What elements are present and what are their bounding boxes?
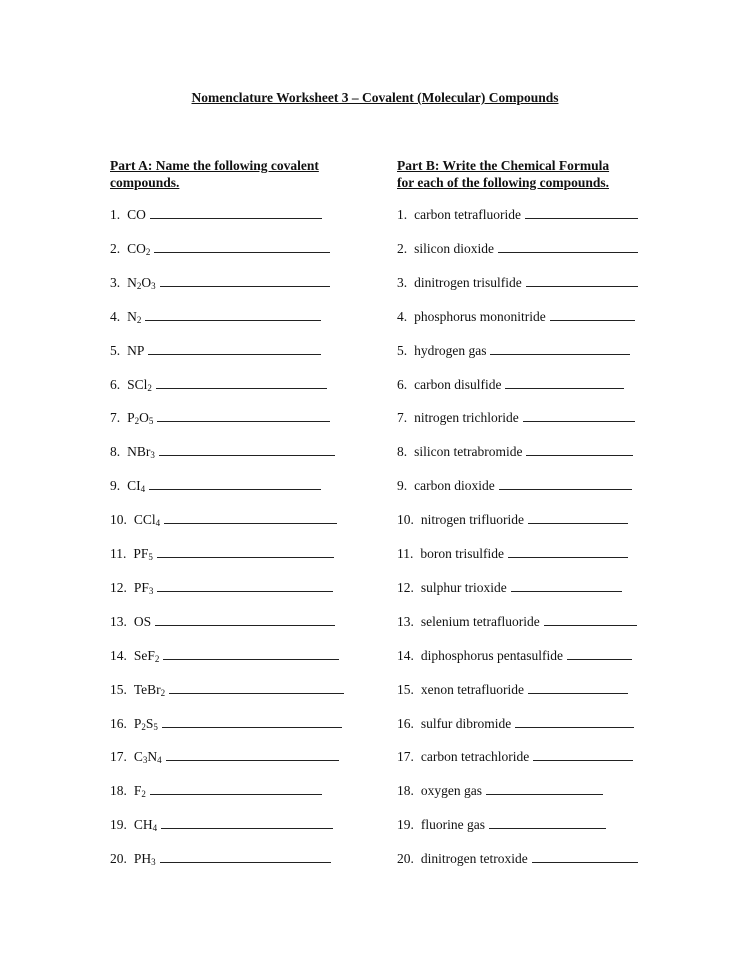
formula-subscript: 3: [151, 280, 156, 291]
compound-name: oxygen gas: [420, 783, 482, 799]
answer-line[interactable]: [550, 307, 635, 321]
answer-line[interactable]: [156, 375, 327, 389]
item-number: 14.: [110, 647, 127, 663]
item-number: 8.: [397, 444, 408, 460]
answer-line[interactable]: [157, 544, 334, 558]
formula-subscript: 3: [142, 755, 148, 766]
part-b-item: [397, 646, 632, 664]
formula: [134, 782, 146, 800]
answer-line[interactable]: [164, 510, 337, 524]
compound-name: selenium tetrafluoride: [420, 613, 540, 629]
part-b-item: [397, 273, 638, 291]
formula-element: N: [127, 274, 137, 290]
item-number: 2.: [110, 240, 121, 256]
compound-name: sulphur trioxide: [420, 579, 507, 595]
item-number: 11.: [397, 546, 414, 561]
part-b-heading-line2: for each of the following compounds.: [397, 175, 610, 190]
part-a-item: [110, 747, 339, 765]
part-a-item: [110, 273, 330, 291]
compound-name: silicon dioxide: [414, 240, 494, 256]
item-number: 10.: [397, 512, 414, 528]
part-a-item: [110, 680, 344, 698]
answer-line[interactable]: [162, 714, 342, 728]
formula-subscript: 5: [148, 416, 154, 427]
formula-subscript: 2: [147, 382, 152, 393]
formula: [127, 409, 153, 427]
item-number: 17.: [397, 749, 414, 765]
formula-element: O: [141, 274, 152, 290]
item-number: 12.: [110, 579, 127, 595]
formula-subscript: 2: [160, 687, 166, 698]
formula-subscript: 2: [141, 789, 146, 800]
formula-subscript: 5: [148, 552, 153, 562]
answer-line[interactable]: [544, 612, 637, 626]
formula-element: CO: [127, 207, 146, 222]
formula: [127, 443, 155, 461]
part-a-item: [110, 408, 330, 426]
part-b-item: [397, 849, 638, 867]
part-a-heading: [110, 157, 319, 191]
part-b-item: [397, 408, 635, 426]
formula-subscript: 2: [154, 653, 160, 664]
part-b-item: [397, 307, 635, 325]
item-number: 16.: [397, 715, 414, 731]
formula: [134, 613, 151, 631]
formula: [134, 715, 158, 733]
formula-subscript: 2: [134, 416, 140, 427]
compound-name: fluorine gas: [420, 817, 485, 833]
formula-subscript: 5: [153, 721, 158, 732]
part-a-item: [110, 476, 321, 494]
item-number: 6.: [397, 376, 408, 392]
formula-element: CI: [127, 478, 141, 494]
formula: [134, 647, 160, 665]
formula: [134, 579, 154, 597]
item-number: 11.: [110, 546, 127, 561]
answer-line[interactable]: [498, 239, 638, 253]
item-number: 13.: [397, 613, 414, 629]
answer-line[interactable]: [150, 205, 322, 219]
formula-element: CO: [127, 240, 146, 256]
item-number: 8.: [110, 444, 121, 460]
item-number: 16.: [110, 715, 127, 731]
part-b-item: [397, 510, 628, 528]
formula-element: CH: [133, 817, 153, 833]
part-b-item: [397, 680, 628, 698]
item-number: 5.: [397, 342, 408, 358]
answer-line[interactable]: [160, 849, 331, 863]
worksheet-title: [0, 90, 750, 106]
formula-subscript: 2: [136, 280, 142, 291]
compound-name: xenon tetrafluoride: [420, 681, 524, 697]
item-number: 18.: [110, 783, 127, 799]
compound-name: sulfur dibromide: [420, 715, 512, 731]
part-b-item: [397, 815, 606, 833]
part-a-item: [110, 815, 333, 833]
answer-line[interactable]: [511, 578, 622, 592]
item-number: 4.: [397, 308, 408, 324]
compound-name: phosphorus mononitride: [414, 308, 546, 324]
item-number: 1.: [397, 207, 408, 222]
item-number: 18.: [397, 783, 414, 799]
item-number: 1.: [110, 207, 121, 222]
answer-line[interactable]: [155, 612, 335, 626]
part-a-item: [110, 205, 322, 223]
compound-name: nitrogen trichloride: [414, 410, 519, 426]
formula-element: PF: [133, 546, 149, 561]
answer-line[interactable]: [161, 815, 333, 829]
answer-line[interactable]: [157, 408, 330, 422]
formula: [134, 748, 162, 766]
item-number: 17.: [110, 749, 127, 765]
formula: [133, 545, 153, 563]
part-b-item: [397, 375, 624, 393]
answer-line[interactable]: [526, 273, 638, 287]
answer-line[interactable]: [523, 408, 635, 422]
formula: [127, 376, 152, 394]
compound-name: carbon tetrafluoride: [414, 207, 521, 222]
answer-line[interactable]: [150, 781, 322, 795]
formula-element: PH: [133, 851, 152, 867]
part-b-item: [397, 239, 638, 257]
item-number: 19.: [397, 817, 414, 833]
formula-subscript: 3: [151, 857, 156, 868]
compound-name: carbon dioxide: [414, 478, 495, 494]
part-a-item: [110, 341, 321, 359]
formula-element: NBr: [127, 444, 151, 460]
compound-name: diphosphorus pentasulfide: [420, 647, 563, 663]
item-number: 15.: [110, 681, 127, 697]
part-b-item: [397, 442, 633, 460]
part-b-item: [397, 747, 633, 765]
part-b-heading: [397, 157, 609, 191]
answer-line[interactable]: [154, 239, 330, 253]
part-a-item: [110, 646, 339, 664]
part-b-item: [397, 205, 638, 223]
answer-line[interactable]: [525, 205, 638, 219]
formula: [134, 681, 165, 699]
part-a-heading-line2: compounds.: [110, 175, 180, 190]
answer-line[interactable]: [505, 375, 624, 389]
formula: [134, 816, 157, 834]
part-a-item: [110, 307, 321, 325]
item-number: 12.: [397, 579, 414, 595]
item-number: 3.: [397, 274, 408, 290]
answer-line[interactable]: [499, 476, 632, 490]
part-a-heading-line1: Part A: Name the following covalent: [110, 158, 319, 173]
answer-line[interactable]: [528, 510, 628, 524]
formula-subscript: 4: [152, 823, 158, 834]
formula-element: OS: [133, 613, 152, 629]
answer-line[interactable]: [567, 646, 632, 660]
formula-element: S: [145, 715, 154, 731]
compound-name: dinitrogen trisulfide: [414, 274, 522, 290]
item-number: 7.: [110, 410, 121, 426]
formula-element: P: [127, 410, 135, 426]
part-a-item: [110, 714, 342, 732]
formula: [134, 850, 156, 868]
answer-line[interactable]: [533, 747, 633, 761]
formula: [127, 206, 146, 224]
formula-subscript: 2: [136, 314, 142, 325]
part-a-item: [110, 510, 337, 528]
answer-line[interactable]: [145, 307, 321, 321]
formula: [127, 274, 156, 292]
part-a-item: [110, 442, 335, 460]
formula-element: P: [133, 715, 142, 731]
formula-subscript: 3: [148, 585, 154, 596]
formula-subscript: 3: [150, 450, 155, 461]
part-a-item: [110, 781, 322, 799]
answer-line[interactable]: [526, 442, 633, 456]
answer-line[interactable]: [163, 646, 339, 660]
formula-subscript: 4: [140, 484, 146, 495]
answer-line[interactable]: [149, 476, 321, 490]
formula-element: NP: [127, 342, 145, 358]
formula: [127, 240, 150, 258]
formula-element: C: [133, 749, 143, 765]
part-b-item: [397, 476, 632, 494]
formula: [127, 477, 145, 495]
formula-element: CCl: [133, 512, 156, 528]
compound-name: boron trisulfide: [420, 546, 504, 561]
formula-element: N: [147, 749, 158, 765]
item-number: 3.: [110, 274, 121, 290]
part-b-item: [397, 612, 637, 630]
item-number: 2.: [397, 240, 408, 256]
answer-line[interactable]: [157, 578, 333, 592]
formula-subscript: 2: [141, 721, 146, 732]
compound-name: dinitrogen tetroxide: [420, 851, 528, 867]
item-number: 13.: [110, 613, 127, 629]
part-a-item: [110, 612, 335, 630]
part-b-item: [397, 781, 603, 799]
part-a-item: [110, 375, 327, 393]
item-number: 19.: [110, 817, 127, 833]
compound-name: carbon disulfide: [414, 376, 502, 392]
answer-line[interactable]: [160, 273, 330, 287]
answer-line[interactable]: [159, 442, 335, 456]
formula: [127, 342, 144, 360]
formula-element: SCl: [127, 376, 148, 392]
part-b-item: [397, 544, 628, 562]
part-b-item: [397, 341, 630, 359]
worksheet-title-text: Nomenclature Worksheet 3 – Covalent (Molecular) Compounds: [191, 90, 559, 105]
item-number: 6.: [110, 376, 121, 392]
compound-name: silicon tetrabromide: [414, 444, 523, 460]
answer-line[interactable]: [528, 680, 628, 694]
answer-line[interactable]: [515, 714, 634, 728]
formula-subscript: 2: [145, 246, 151, 257]
item-number: 15.: [397, 681, 414, 697]
answer-line[interactable]: [486, 781, 603, 795]
item-number: 20.: [110, 851, 127, 867]
part-a-item: [110, 544, 334, 562]
answer-line[interactable]: [148, 341, 321, 355]
formula-element: SeF: [133, 647, 155, 663]
answer-line[interactable]: [508, 544, 628, 558]
answer-line[interactable]: [489, 815, 606, 829]
part-b-item: [397, 578, 622, 596]
part-b-item: [397, 714, 634, 732]
formula: [134, 511, 160, 529]
part-a-item: [110, 239, 330, 257]
part-b-heading-line1: Part B: Write the Chemical Formula: [397, 158, 610, 173]
formula-element: TeBr: [133, 681, 161, 697]
answer-line[interactable]: [169, 680, 344, 694]
item-number: 9.: [110, 478, 121, 494]
item-number: 20.: [397, 851, 414, 867]
answer-line[interactable]: [166, 747, 339, 761]
item-number: 7.: [397, 410, 408, 426]
formula-element: N: [127, 308, 137, 324]
item-number: 14.: [397, 647, 414, 663]
formula-element: F: [133, 783, 142, 799]
item-number: 5.: [110, 342, 121, 358]
answer-line[interactable]: [490, 341, 630, 355]
item-number: 4.: [110, 308, 121, 324]
part-a-item: [110, 578, 333, 596]
compound-name: nitrogen trifluoride: [420, 512, 524, 528]
formula-subscript: 4: [157, 755, 162, 766]
item-number: 9.: [397, 478, 408, 494]
formula-element: O: [139, 410, 149, 426]
formula-subscript: 4: [155, 518, 161, 529]
item-number: 10.: [110, 512, 127, 528]
compound-name: hydrogen gas: [414, 342, 487, 358]
compound-name: carbon tetrachloride: [420, 749, 530, 765]
formula-element: PF: [133, 579, 149, 595]
formula: [127, 308, 141, 326]
answer-line[interactable]: [532, 849, 638, 863]
part-a-item: [110, 849, 331, 867]
